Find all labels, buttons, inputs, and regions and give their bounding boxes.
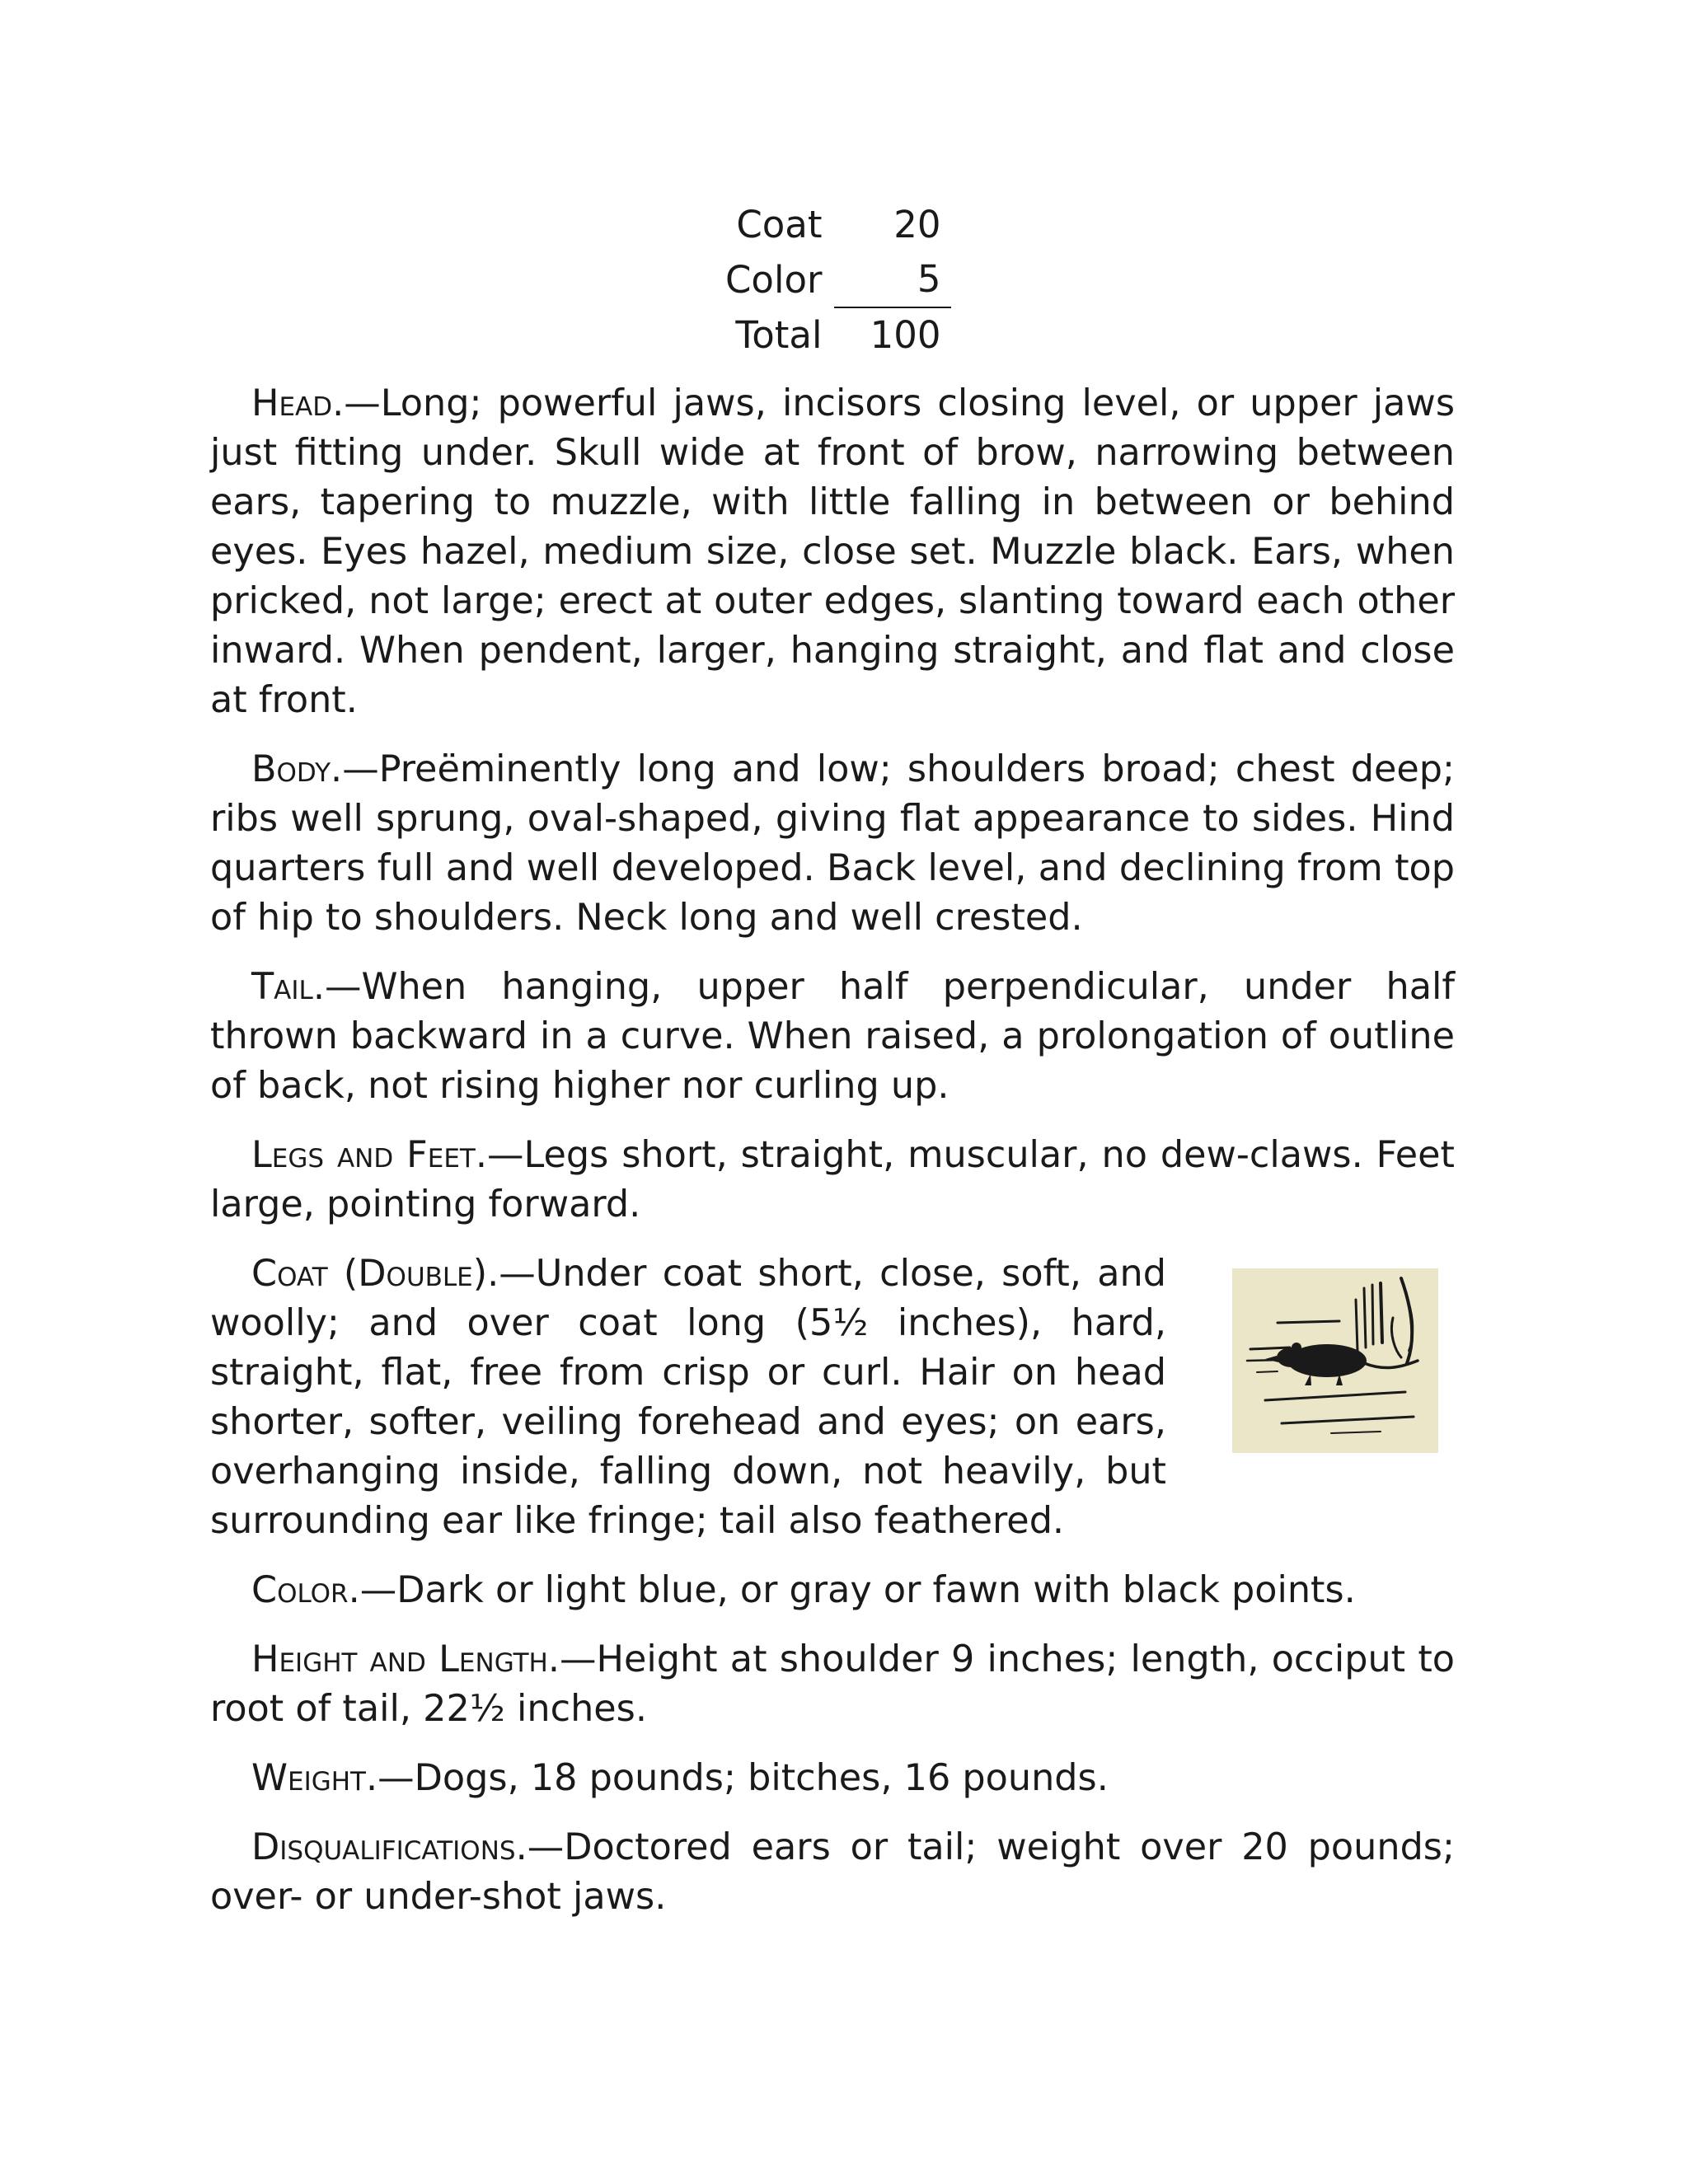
section-text: ).—Under coat short, close, soft, and woolly; and over coat long (5½ inches), hard, straight, flat, free from crisp or curl. Hair on head shorter, softer, veiling forehead and eyes; on ears, overhanging inside, falling down, not heavily, but surrounding ear like fringe; tail also feathered. bbox=[210, 1253, 1166, 1542]
section-weight bbox=[210, 1754, 1455, 1803]
section-color bbox=[210, 1566, 1455, 1615]
rat-illustration bbox=[1232, 1268, 1438, 1453]
section-height-and-length bbox=[210, 1635, 1455, 1734]
section-text: .—Preëminently long and low; shoulders broad; chest deep; ribs well sprung, oval-shaped, giving flat appearance to sides. Hind quarters full and well developed. Back level, and declining from top of hip to shoulders. Neck long and well crested. bbox=[210, 748, 1455, 939]
score-row-coat bbox=[725, 198, 951, 252]
section-tail bbox=[210, 963, 1455, 1111]
section-heading: Color bbox=[251, 1569, 349, 1611]
page-content bbox=[210, 198, 1455, 1942]
score-value: 5 bbox=[834, 252, 951, 307]
section-heading: Tail bbox=[251, 966, 313, 1008]
score-row-total bbox=[725, 307, 951, 363]
section-head bbox=[210, 379, 1455, 725]
section-heading: Disqualifications bbox=[251, 1826, 516, 1868]
section-subheading: Double bbox=[358, 1253, 473, 1295]
score-label: Color bbox=[725, 257, 823, 302]
score-row-color bbox=[725, 252, 951, 307]
section-body bbox=[210, 745, 1455, 943]
section-text: .—Dark or light blue, or gray or fawn with black points. bbox=[348, 1569, 1356, 1611]
section-paren: ( bbox=[327, 1253, 359, 1295]
score-table bbox=[725, 198, 951, 363]
score-value: 100 bbox=[870, 313, 941, 357]
coat-section-wrapper bbox=[210, 1249, 1455, 1546]
rat-illustration-icon bbox=[1232, 1268, 1438, 1453]
score-value: 20 bbox=[893, 203, 941, 246]
section-legs-and-feet bbox=[210, 1131, 1455, 1230]
section-heading: Head bbox=[251, 382, 333, 424]
section-heading: Weight bbox=[251, 1757, 366, 1799]
section-text: .—Doctored ears or tail; weight over 20 pounds; over- or under-shot jaws. bbox=[210, 1826, 1455, 1918]
section-heading: Coat bbox=[251, 1253, 328, 1295]
score-label: Coat bbox=[736, 203, 823, 246]
section-text: .—When hanging, upper half perpendicular, under half thrown backward in a curve. When raised, a prolongation of outline of back, not rising higher nor curling up. bbox=[210, 966, 1455, 1107]
section-text: .—Height at shoulder 9 inches; length, occiput to root of tail, 22½ inches. bbox=[210, 1638, 1455, 1730]
section-heading: Legs and Feet bbox=[251, 1134, 476, 1176]
score-label: Total bbox=[735, 312, 823, 357]
section-heading: Height and Length bbox=[251, 1638, 548, 1680]
section-text: .—Dogs, 18 pounds; bitches, 16 pounds. bbox=[366, 1757, 1109, 1799]
section-text: .—Legs short, straight, muscular, no dew-claws. Feet large, pointing forward. bbox=[210, 1134, 1456, 1226]
section-text: .—Long; powerful jaws, incisors closing level, or upper jaws just fitting under. Skull wide at front of brow, narrowing between ears, tapering to muzzle, with little falling in between or behind eyes. Eyes hazel, medium size, close set. Muzzle black. Ears, when pricked, not large; erect at outer edges, slanting toward each other inward. When pendent, larger, hanging straight, and flat and close at front. bbox=[210, 382, 1455, 721]
section-disqualifications bbox=[210, 1823, 1455, 1922]
section-heading: Body bbox=[251, 748, 331, 790]
section-coat bbox=[210, 1249, 1166, 1546]
